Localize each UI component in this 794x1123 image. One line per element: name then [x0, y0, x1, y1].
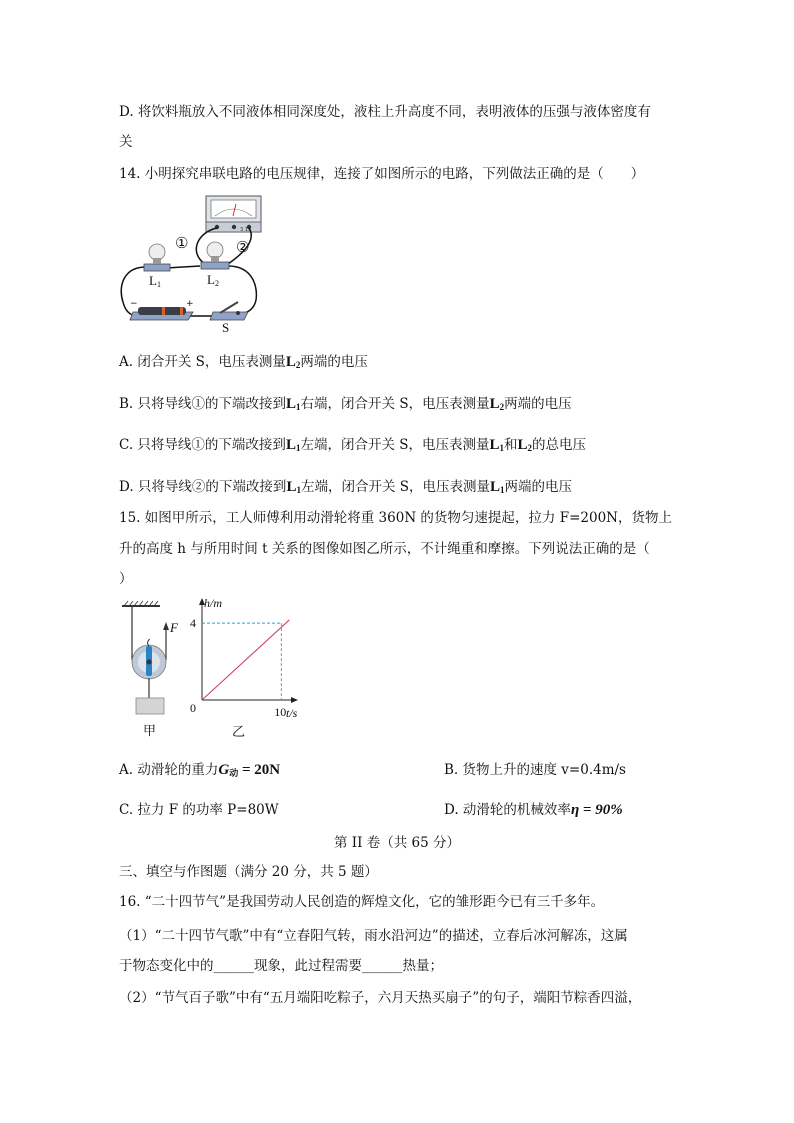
battery-plus: + — [186, 299, 194, 309]
y-tick-label: 4 — [190, 616, 196, 631]
meter-label: 3 15 — [240, 227, 252, 233]
cargo-block — [136, 698, 164, 714]
q15-pulley-figure — [118, 600, 188, 740]
q16-sub1-line2: 于物态变化中的______现象，此过程需要______热量； — [119, 958, 443, 974]
q14-option-b: B. 只将导线①的下端改接到$L_1$右端，闭合开关 S，电压表测量$L_2$两端的电压 — [119, 396, 572, 412]
q15-option-a: A. 动滑轮的重力$G_动 = 20N$ — [119, 762, 281, 778]
q14-option-c: C. 只将导线①的下端改接到$L_1$左端，闭合开关 S，电压表测量$L_1$和$L_2$的总电压 — [119, 437, 587, 453]
q15-stem-line1: 15. 如图甲所示，工人师傅利用动滑轮将重 360N 的货物匀速提起，拉力 F=200N，货物上 — [119, 510, 672, 526]
part-three-heading: 三、填空与作图题（满分 20 分，共 5 题） — [119, 864, 378, 880]
q15-option-c: C. 拉力 F 的功率 P=80W — [119, 802, 279, 818]
force-label: F — [170, 620, 178, 635]
wire-1-label: ① — [175, 234, 189, 252]
battery-icon — [130, 307, 193, 320]
q16-sub1-line1: （1）“二十四节气歌”中有“立春阳气转，雨水沿河边”的描述，立春后冰河解冻，这属 — [119, 928, 628, 944]
series-line — [202, 620, 289, 700]
wire-2-label: ② — [236, 238, 250, 256]
lamp-l1-icon — [144, 244, 170, 271]
fig-yi-label: 乙 — [232, 725, 246, 740]
q14-option-a: A. 闭合开关 S，电压表测量$L_2$两端的电压 — [119, 354, 368, 370]
origin-label: 0 — [190, 701, 196, 715]
section-title: 第 II 卷（共 65 分） — [333, 835, 460, 851]
q15-stem-line3: ） — [119, 571, 133, 587]
x-tick-label: 10 — [274, 705, 287, 719]
q16-sub2-line1: （2）“节气百子歌”中有“五月端阳吃粽子，六月天热买扇子”的句子，端阳节粽香四溢， — [119, 990, 642, 1006]
q14-circuit-figure — [118, 192, 268, 337]
q13-option-d-line2: 关 — [119, 134, 133, 150]
q15-option-d: D. 动滑轮的机械效率η = 90% — [444, 802, 623, 818]
x-axis-label: t/s — [286, 706, 298, 720]
switch-label: S — [222, 320, 230, 335]
switch-icon — [210, 302, 248, 320]
q13-option-d-line1: D. 将饮料瓶放入不同液体相同深度处，液柱上升高度不同，表明液体的压强与液体密度有 — [119, 104, 651, 120]
q15-chart — [186, 596, 316, 744]
q14-stem: 14. 小明探究串联电路的电压规律，连接了如图所示的电路，下列做法正确的是（ ） — [119, 166, 645, 182]
battery-minus: − — [130, 299, 138, 309]
y-axis-label: h/m — [204, 596, 222, 610]
l2-label: L2 — [207, 272, 219, 288]
q16-stem: 16. “二十四节气”是我国劳动人民创造的辉煌文化，它的雏形距今已有三千多年。 — [119, 894, 605, 910]
fig-jia-label: 甲 — [143, 724, 157, 739]
q14-option-d: D. 只将导线②的下端改接到$L_1$左端，闭合开关 S，电压表测量$L_1$两端的电压 — [119, 479, 573, 495]
lamp-l2-icon — [201, 242, 229, 269]
pulley-icon — [132, 639, 166, 679]
q15-stem-line2: 升的高度 h 与所用时间 t 关系的图像如图乙所示，不计绳重和摩擦。下列说法正确的是（ — [119, 541, 650, 557]
voltmeter-icon — [206, 196, 261, 232]
l1-label: L1 — [149, 273, 161, 289]
q15-option-b: B. 货物上升的速度 v=0.4m/s — [444, 762, 626, 778]
